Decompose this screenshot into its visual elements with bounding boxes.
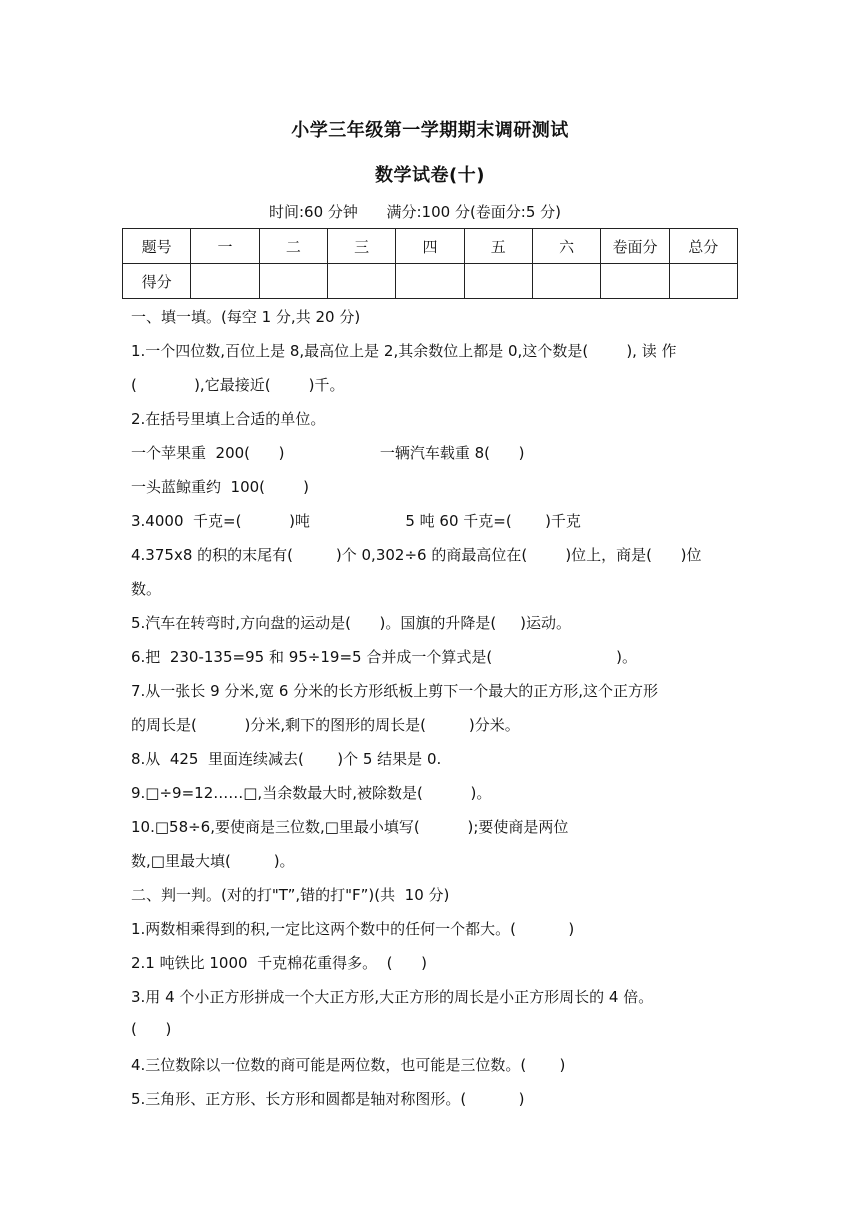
score-row-label: 得分 bbox=[123, 264, 191, 299]
question-line: 一个苹果重 200( ) 一辆汽车载重 8( ) bbox=[131, 444, 525, 462]
score-header-cell: 二 bbox=[259, 229, 327, 264]
score-header-cell: 一 bbox=[191, 229, 259, 264]
question-line: 3.用 4 个小正方形拼成一个大正方形,大正方形的周长是小正方形周长的 4 倍。 bbox=[131, 988, 654, 1006]
question-line: 1.两数相乘得到的积,一定比这两个数中的任何一个都大。( ) bbox=[131, 920, 575, 938]
question-line: 4.375x8 的积的末尾有( )个 0,302÷6 的商最高位在( )位上，商是( )位 bbox=[131, 546, 702, 564]
page-title: 小学三年级第一学期期末调研测试 bbox=[291, 120, 569, 141]
score-cell[interactable] bbox=[396, 264, 464, 299]
score-header-cell: 卷面分 bbox=[601, 229, 669, 264]
question-line: 2.1 吨铁比 1000 千克棉花重得多。 ( ) bbox=[131, 954, 427, 972]
question-line: 的周长是( )分米,剩下的图形的周长是( )分米。 bbox=[131, 716, 520, 734]
score-cell[interactable] bbox=[191, 264, 259, 299]
score-header-cell: 四 bbox=[396, 229, 464, 264]
question-line: 一头蓝鲸重约 100( ) bbox=[131, 478, 310, 496]
exam-meta: 时间:60 分钟 满分:100 分(卷面分:5 分) bbox=[268, 203, 562, 221]
score-cell[interactable] bbox=[464, 264, 532, 299]
score-header-cell: 三 bbox=[327, 229, 395, 264]
score-cell[interactable] bbox=[669, 264, 737, 299]
question-line: 8.从 425 里面连续减去( )个 5 结果是 0. bbox=[131, 750, 442, 768]
page-subtitle: 数学试卷(十) bbox=[375, 165, 485, 186]
score-table-score-row bbox=[123, 264, 738, 299]
score-cell[interactable] bbox=[327, 264, 395, 299]
score-header-cell: 总分 bbox=[669, 229, 737, 264]
section-heading: 二、判一判。(对的打"T”,错的打"F”)(共 10 分) bbox=[131, 886, 450, 904]
question-line: 2.在括号里填上合适的单位。 bbox=[131, 410, 326, 428]
question-line: 10.□58÷6,要使商是三位数,□里最小填写( );要使商是两位 bbox=[131, 818, 569, 836]
question-line: 5.三角形、正方形、长方形和圆都是轴对称图形。( ) bbox=[131, 1090, 525, 1108]
score-table bbox=[122, 228, 738, 299]
question-line: ( ) bbox=[131, 1020, 172, 1038]
question-line: 7.从一张长 9 分米,宽 6 分米的长方形纸板上剪下一个最大的正方形,这个正方形 bbox=[131, 682, 659, 700]
question-line: ( ),它最接近( )千。 bbox=[131, 376, 345, 394]
question-line: 数。 bbox=[131, 580, 162, 598]
section-heading: 一、填一填。(每空 1 分,共 20 分) bbox=[131, 308, 361, 326]
question-line: 3.4000 千克=( )吨 5 吨 60 千克=( )千克 bbox=[131, 512, 581, 530]
score-header-cell: 题号 bbox=[123, 229, 191, 264]
question-line: 1.一个四位数,百位上是 8,最高位上是 2,其余数位上都是 0,这个数是( ), 读 作 bbox=[131, 342, 677, 360]
score-table-header-row bbox=[123, 229, 738, 264]
question-line: 数,□里最大填( )。 bbox=[131, 852, 295, 870]
score-header-cell: 五 bbox=[464, 229, 532, 264]
score-cell[interactable] bbox=[601, 264, 669, 299]
question-line: 5.汽车在转弯时,方向盘的运动是( )。国旗的升降是( )运动。 bbox=[131, 614, 571, 632]
score-cell[interactable] bbox=[532, 264, 600, 299]
question-line: 6.把 230-135=95 和 95÷19=5 合并成一个算式是( )。 bbox=[131, 648, 638, 666]
question-line: 9.□÷9=12……□,当余数最大时,被除数是( )。 bbox=[131, 784, 492, 802]
question-line: 4.三位数除以一位数的商可能是两位数，也可能是三位数。( ) bbox=[131, 1056, 566, 1074]
score-cell[interactable] bbox=[259, 264, 327, 299]
score-header-cell: 六 bbox=[532, 229, 600, 264]
